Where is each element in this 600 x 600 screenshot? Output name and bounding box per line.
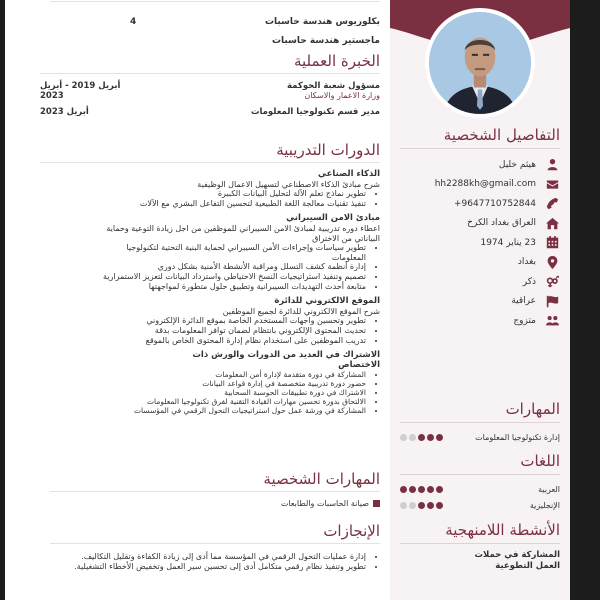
experience-section xyxy=(40,52,380,121)
course-title: الاشتراك في العديد من الدورات والورش ذات الاختصاص xyxy=(192,350,380,370)
language-item xyxy=(400,481,560,497)
course-item xyxy=(40,214,380,291)
section-title: التفاصيل الشخصية xyxy=(400,126,560,149)
detail-gender xyxy=(400,272,560,292)
course-bullet: • تنفيذ تقنيات معالجة اللغة الطبيعية لتحسين التفاعل البشري مع الآلات xyxy=(40,199,366,209)
detail-birthdate xyxy=(400,233,560,253)
course-item xyxy=(40,170,380,208)
course-bullet: • حضور دورة تدريبية متخصصة في إدارة قواعد البيانات xyxy=(40,379,366,388)
job-item xyxy=(40,81,380,101)
detail-marital-status xyxy=(400,311,560,331)
language-rating xyxy=(400,486,443,493)
job-title: مدير قسم تكنولوجيا المعلومات xyxy=(250,107,380,117)
activity-item: المشاركة في حملات العمل التطوعية xyxy=(474,550,560,571)
course-desc: اعطاء دوره تدريبية لمبادئ الامن السيبراني للموظفين من اجل زيادة التوعية وحماية البياناتي من الاختراق xyxy=(106,223,380,243)
users-icon xyxy=(544,314,560,328)
section-title: الخبرة العملية xyxy=(40,52,380,74)
detail-text: العراق بغداد الكرخ xyxy=(467,218,536,229)
detail-city xyxy=(400,253,560,273)
rating-dot-filled xyxy=(427,486,434,493)
job-item xyxy=(40,107,380,117)
language-rating xyxy=(400,502,443,509)
education-item xyxy=(40,12,380,31)
rating-dot-empty xyxy=(400,502,407,509)
rating-dot-filled xyxy=(436,502,443,509)
rating-dot-filled xyxy=(418,502,425,509)
detail-text: متزوج xyxy=(513,315,536,326)
detail-text: 23 يناير 1974 xyxy=(480,237,536,248)
detail-text: بغداد xyxy=(517,257,536,268)
detail-name xyxy=(400,155,560,175)
map-marker-icon xyxy=(544,255,560,269)
course-desc: شرح مبادئ الذكاء الاصطناعي لتسهيل الاعمال الوظيفية xyxy=(197,179,380,189)
language-label: العربية xyxy=(538,484,560,494)
sidebar xyxy=(390,0,570,600)
section-title: الأنشطة اللامنهجية xyxy=(400,521,560,544)
course-bullet: • المشاركة في دورة متقدمة لإدارة أمن المعلومات xyxy=(40,370,366,379)
course-bullet: • تطوير نماذج تعلم الآلة لتحليل البيانات الكبيرة xyxy=(40,189,366,199)
personal-skills-section xyxy=(50,470,380,508)
course-bullet: • متابعة أحدث التهديدات السيبرانية وتطبيق حلول متطورة لمواجهتها xyxy=(90,282,366,292)
rating-dot-filled xyxy=(436,486,443,493)
skill-item xyxy=(400,429,560,445)
job-org: وزارة الاعمار والاسكان xyxy=(304,91,380,100)
detail-text: عراقية xyxy=(511,296,536,307)
rating-dot-filled xyxy=(427,434,434,441)
rating-dot-filled xyxy=(418,434,425,441)
rating-dot-filled xyxy=(400,486,407,493)
job-date: أبريل 2023 xyxy=(40,107,89,117)
course-bullet: • المشاركة في ورشة عمل حول استراتيجيات التحول الرقمي في المؤسسات xyxy=(40,406,366,415)
divider xyxy=(50,1,380,2)
person-silhouette-icon xyxy=(429,12,531,114)
activities-section xyxy=(400,521,560,572)
section-title: المهارات xyxy=(400,400,560,423)
course-bullet: • تطوير سياسات وإجراءات الأمن السيبراني لحماية البنية التحتية لتكنولوجيا المعلومات xyxy=(90,243,366,262)
education-degree: ماجستير هندسة حاسبات xyxy=(271,35,380,46)
skill-rating xyxy=(400,434,443,441)
detail-text: 9647710752844+ xyxy=(454,198,536,209)
rating-dot-filled xyxy=(436,434,443,441)
profile-photo xyxy=(429,12,531,114)
personal-details-section xyxy=(400,126,560,331)
education-section xyxy=(40,12,380,50)
user-icon xyxy=(544,158,560,172)
achievement-item: • إدارة عمليات التحول الرقمي في المؤسسة مما أدى إلى زيادة الكفاءة وتقليل التكاليف. xyxy=(50,552,366,562)
education-count: 4 xyxy=(130,16,137,27)
course-bullet: • إدارة أنظمة كشف التسلل ومراقبة الأنشطة الأمنية بشكل دوري xyxy=(90,262,366,272)
detail-nationality xyxy=(400,292,560,312)
personal-skill-label: صيانة الحاسبات والطابعات xyxy=(280,499,369,508)
course-bullet: • تحديث المحتوى الإلكتروني بانتظام لضمان توافر المعلومات بدقة xyxy=(40,326,366,336)
section-title: الإنجازات xyxy=(50,522,380,544)
language-item xyxy=(400,497,560,513)
course-bullet: • تدريب الموظفين على استخدام نظام إدارة المحتوى الخاص بالموقع xyxy=(40,336,366,346)
section-title: المهارات الشخصية xyxy=(50,470,380,492)
rating-dot-empty xyxy=(400,434,407,441)
personal-skill-item xyxy=(50,499,380,508)
rating-dot-filled xyxy=(427,502,434,509)
course-title: مبادئ الامن السيبراني xyxy=(286,213,380,224)
course-bullet: • الالتحاق بدورة تحسين مهارات القيادة التقنية لفرق تكنولوجيا المعلومات xyxy=(40,397,366,406)
calendar-icon xyxy=(544,236,560,250)
main-column xyxy=(20,0,380,600)
flag-icon xyxy=(544,294,560,308)
avatar xyxy=(425,8,535,118)
achievement-item: • تطوير وتنفيذ نظام رقمي متكامل أدى إلى تحسين سير العمل وتخفيض الأخطاء التشغيلية. xyxy=(50,562,366,572)
education-item xyxy=(40,31,380,50)
cv-page xyxy=(5,0,570,600)
course-title: الموقع الالكتروني للدائرة xyxy=(274,296,380,307)
section-title: الدورات التدريبية xyxy=(40,141,380,163)
education-degree: بكلوريوس هندسة حاسبات xyxy=(264,16,380,27)
course-item xyxy=(40,297,380,345)
gender-icon xyxy=(544,275,560,289)
detail-text: هيثم خليل xyxy=(498,159,536,170)
detail-phone[interactable] xyxy=(400,194,560,214)
rating-dot-filled xyxy=(409,486,416,493)
job-date: أبريل 2019 - أبريل 2023 xyxy=(40,81,121,101)
envelope-icon xyxy=(544,177,560,191)
rating-dot-filled xyxy=(418,486,425,493)
detail-address xyxy=(400,214,560,234)
detail-email[interactable] xyxy=(400,175,560,195)
skills-section xyxy=(400,400,560,445)
course-bullet: • تطوير وتحسين واجهات المستخدم الخاصة بموقع الدائرة الإلكتروني xyxy=(40,316,366,326)
course-desc: شرح الموقع الالكتروني للدائرة لجميع الموظفين xyxy=(222,306,380,316)
languages-section xyxy=(400,452,560,513)
skill-label: إدارة تكنولوجيا المعلومات xyxy=(475,432,560,442)
language-label: الإنجليزية xyxy=(529,500,560,510)
home-icon xyxy=(544,216,560,230)
job-title: مسؤول شعبة الحوكمة xyxy=(287,81,380,91)
course-bullet: • تصميم وتنفيذ استراتيجيات النسخ الاحتياطي واسترداد البيانات لتعزيز الاستمرارية xyxy=(90,272,366,282)
course-item xyxy=(40,351,380,415)
section-title: اللغات xyxy=(400,452,560,475)
detail-text: ذكر xyxy=(522,276,536,287)
rating-dot-empty xyxy=(409,434,416,441)
course-bullet: • الاشتراك في دورة تطبيقات الحوسبة السحابية xyxy=(40,388,366,397)
phone-icon xyxy=(544,197,560,211)
rating-dot-empty xyxy=(409,502,416,509)
courses-section xyxy=(40,141,380,419)
course-title: الذكاء الصناعي xyxy=(317,169,380,179)
square-bullet-icon xyxy=(373,500,380,507)
achievements-section xyxy=(50,522,380,571)
detail-text: hh2288kh@gmail.com xyxy=(434,179,536,190)
